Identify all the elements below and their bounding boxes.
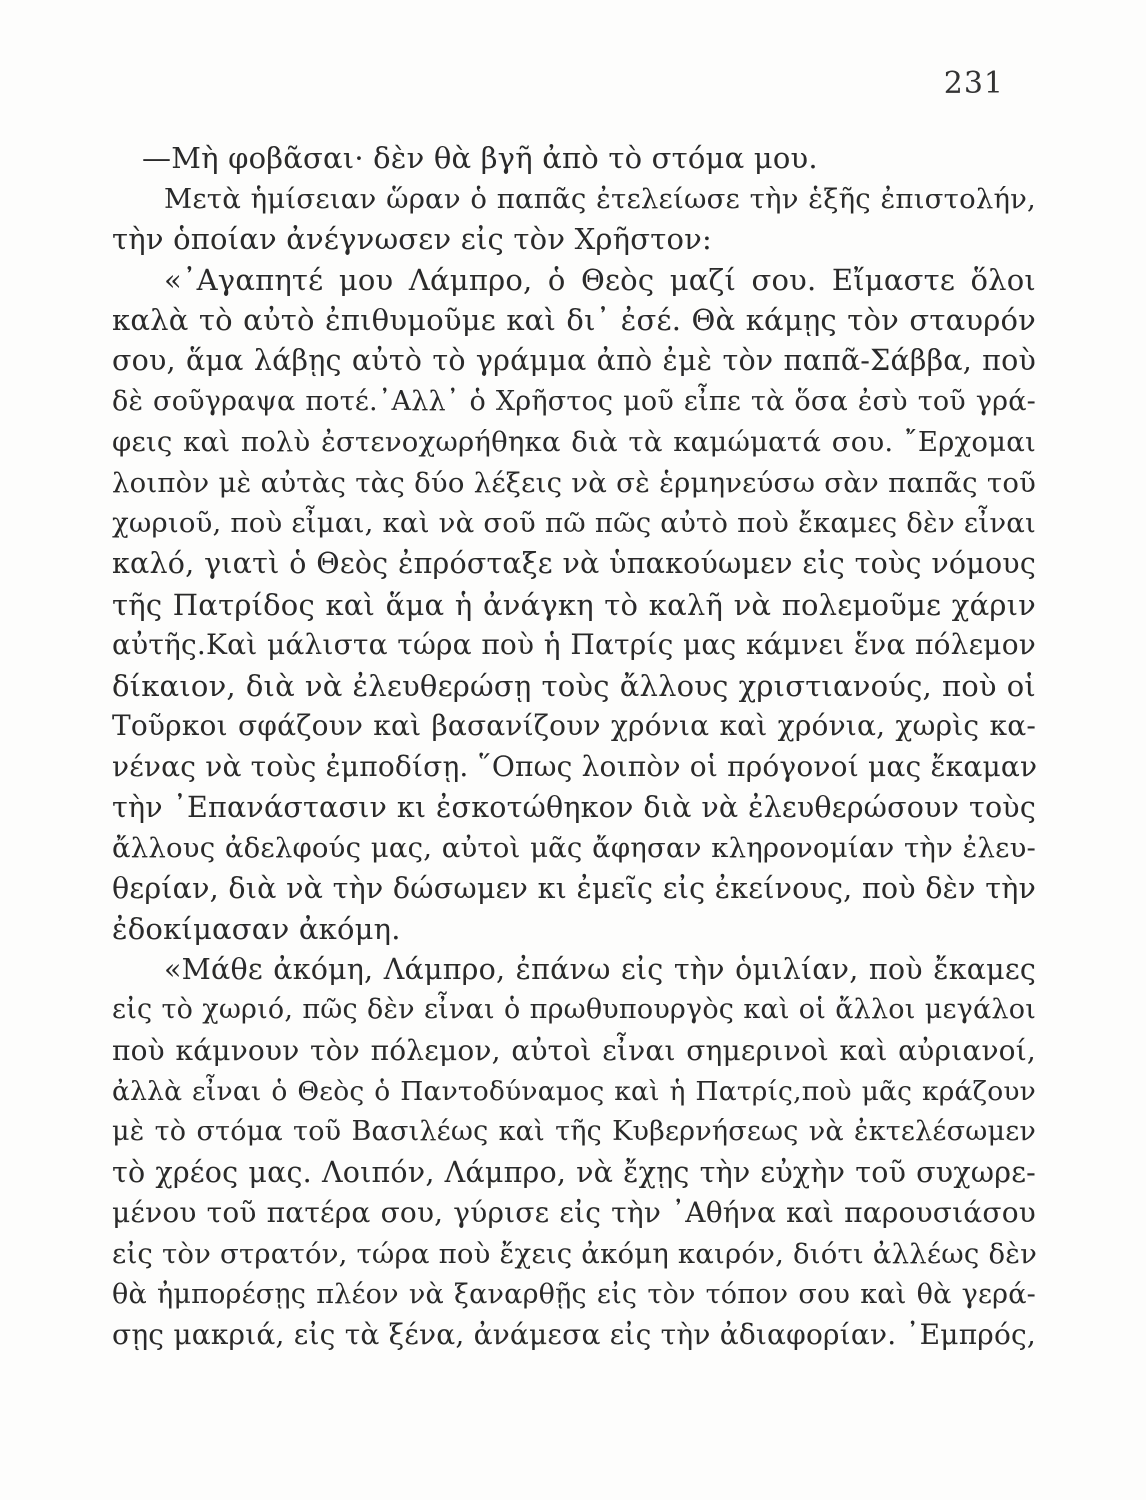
text-line: θερίαν, διὰ νὰ τὴν δώσωμεν κι ἐμεῖς εἰς ἐκείνους, ποὺ δὲν τὴν [112, 871, 1036, 905]
text-line: «᾿Αγαπητέ μου Λάμπρο, ὁ Θεὸς μαζί σου. Εἴμαστε ὅλοι [164, 262, 1036, 297]
text-line: μὲ τὸ στόμα τοῦ Βασιλέως καὶ τῆς Κυβερνήσεως νὰ ἐκτελέσωμεν [112, 1116, 1036, 1148]
text-line: τῆς Πατρίδος καὶ ἅμα ἡ ἀνάγκη τὸ καλῆ νὰ πολεμοῦμε χάριν [112, 587, 1036, 622]
text-line: «Μάθε ἀκόμη, Λάμπρο, ἐπάνω εἰς τὴν ὁμιλίαν, ποὺ ἔκαμες [164, 952, 1036, 986]
text-line: ποὺ κάμνουν τὸν πόλεμον, αὐτοὶ εἶναι σημερινοὶ καὶ αὐριανοί, [112, 1034, 1036, 1068]
text-line: τὸ χρέος μας. Λοιπόν, Λάμπρο, νὰ ἔχῃς τὴν εὐχὴν τοῦ συχωρε- [112, 1155, 1036, 1189]
text-line: αὐτῆς.Καὶ μάλιστα τώρα ποὺ ἡ Πατρίς μας κάμνει ἕνα πόλεμον [112, 628, 1036, 662]
text-line: τὴν ᾿Επανάστασιν κι ἐσκοτώθηκον διὰ νὰ ἐλευθερώσουν τοὺς [112, 790, 1036, 824]
text-line: ἐδοκίμασαν ἀκόμη. [112, 912, 401, 947]
text-line: λοιπὸν μὲ αὐτὰς τὰς δύο λέξεις νὰ σὲ ἑρμηνεύσω σὰν παπᾶς τοῦ [112, 466, 1036, 499]
text-line: σου, ἅμα λάβῃς αὐτὸ τὸ γράμμα ἀπὸ ἐμὲ τὸν παπᾶ-Σάββα, ποὺ [112, 343, 1036, 377]
text-line: φεις καὶ πολὺ ἐστενοχωρήθηκα διὰ τὰ καμώματά σου. ῎Ερχομαι [112, 426, 1036, 459]
text-line: νένας νὰ τοὺς ἐμποδίσῃ. ῞Οπως λοιπὸν οἱ πρόγονοί μας ἔκαμαν [112, 749, 1038, 783]
text-line: χωριοῦ, ποὺ εἶμαι, καὶ νὰ σοῦ πῶ πῶς αὐτὸ ποὺ ἔκαμες δὲν εἶναι [112, 507, 1036, 540]
text-line: Μετὰ ἡμίσειαν ὥραν ὁ παπᾶς ἐτελείωσε τὴν ἑξῆς ἐπιστολήν, [164, 182, 1036, 215]
text-line: —Μὴ φοβᾶσαι· δὲν θὰ βγῆ ἀπὸ τὸ στόμα μου. [142, 141, 818, 175]
text-line: τὴν ὁποίαν ἀνέγνωσεν εἰς τὸν Χρῆστον: [112, 222, 712, 257]
text-line: δὲ σοῦγραψα ποτέ.᾿Αλλ᾿ ὁ Χρῆστος μοῦ εἶπε τὰ ὅσα ἐσὺ τοῦ γρά- [112, 385, 1036, 417]
text-line: θὰ ἠμπορέσῃς πλέον νὰ ξαναρθῇς εἰς τὸν τόπον σου καὶ θὰ γερά- [112, 1278, 1036, 1310]
text-line: Τοῦρκοι σφάζουν καὶ βασανίζουν χρόνια καὶ χρόνια, χωρὶς κα- [112, 709, 1036, 743]
text-line: εἰς τὸ χωριό, πῶς δὲν εἶναι ὁ πρωθυπουργὸς καὶ οἱ ἄλλοι μεγάλοι [112, 994, 1036, 1026]
text-line: μένου τοῦ πατέρα σου, γύρισε εἰς τὴν ᾿Αθήνα καὶ παρουσιάσου [112, 1196, 1036, 1230]
text-line: ἄλλους ἀδελφούς μας, αὐτοὶ μᾶς ἄφησαν κληρονομίαν τὴν ἐλευ- [112, 832, 1036, 865]
page-number: 231 [943, 66, 1004, 101]
body-text [112, 138, 1036, 1356]
text-line: καλό, γιατὶ ὁ Θεὸς ἐπρόσταξε νὰ ὑπακούωμεν εἰς τοὺς νόμους [112, 546, 1036, 580]
text-line: εἰς τὸν στρατόν, τώρα ποὺ ἔχεις ἀκόμη καιρόν, διότι ἀλλέως δὲν [112, 1238, 1038, 1271]
text-line: δίκαιον, διὰ νὰ ἐλευθερώσῃ τοὺς ἄλλους χριστιανούς, ποὺ οἱ [112, 668, 1036, 703]
text-line: καλὰ τὸ αὐτὸ ἐπιθυμοῦμε καὶ δι᾿ ἐσέ. Θὰ κάμῃς τὸν σταυρόν [112, 303, 1036, 338]
text-line: ἀλλὰ εἶναι ὁ Θεὸς ὁ Παντοδύναμος καὶ ἡ Πατρίς,ποὺ μᾶς κράζουν [112, 1075, 1036, 1107]
text-line: σῃς μακριά, εἰς τὰ ξένα, ἀνάμεσα εἰς τὴν ἀδιαφορίαν. ᾿Εμπρός, [112, 1318, 1036, 1352]
